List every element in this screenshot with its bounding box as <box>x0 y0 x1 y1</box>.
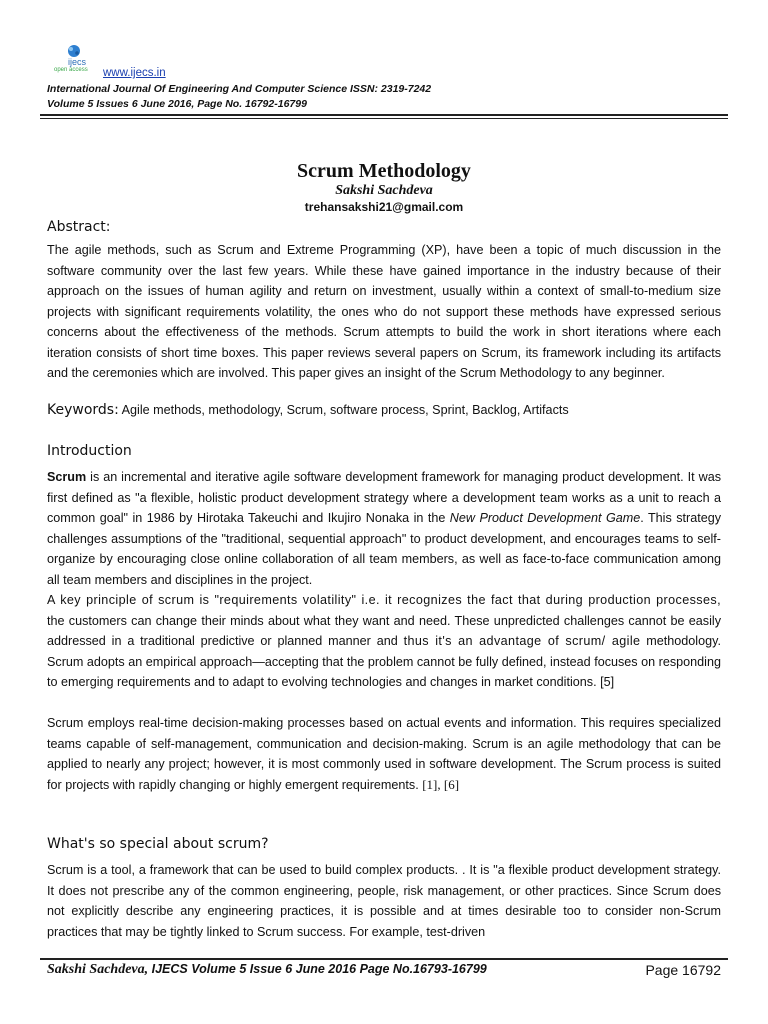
abstract-heading: Abstract: <box>47 219 111 235</box>
intro-p2-wide: thus it's an advantage of scrum/ agile <box>403 634 641 648</box>
keywords-text: Agile methods, methodology, Scrum, software process, Sprint, Backlog, Artifacts <box>118 403 569 417</box>
author-ref-nonaka: Ikujiro Nonaka <box>327 511 410 525</box>
intro-p2-text-a: the customers can change their minds about what they want and need. These unpredicted challenges cannot be easily addressed in a traditional predictive or planned manner and <box>47 613 721 648</box>
journal-volume: Volume 5 Issues 6 June 2016, Page No. 16792-16799 <box>47 98 307 110</box>
page-number: Page 16792 <box>645 962 721 978</box>
introduction-heading: Introduction <box>47 443 132 459</box>
introduction-paragraph-2 <box>47 590 721 693</box>
intro-p1-and: and <box>297 511 328 525</box>
intro-p1-in: in the <box>409 511 450 525</box>
intro-p2-text-b: methodology. Scrum adopts an empirical approach—accepting that the problem cannot be fully defined, instead focuses on responding to emerging requirements and to adapt to evolving technologies and changes in market conditions. [5] <box>47 634 721 689</box>
scrum-term: Scrum <box>47 470 87 484</box>
logo-text: ijecs <box>68 57 87 67</box>
keywords-label: Keywords: <box>47 402 119 418</box>
journal-name: International Journal Of Engineering And Computer Science ISSN: 2319-7242 <box>47 83 432 95</box>
header-rule <box>40 114 728 116</box>
intro-p3-text: Scrum employs real-time decision-making processes based on actual events and information. This requires specialized teams capable of self-management, communication and decision-making. Scrum is an agile methodology that can be applied to nearly any project; however, it is most commonly used in software development. The Scrum process is suited for projects with rapidly changing or highly emergent requirements. <box>47 716 721 792</box>
introduction-paragraph-1 <box>47 467 721 590</box>
journal-info <box>47 82 431 112</box>
work-title: New Product Development Game <box>449 511 641 525</box>
paper-author: Sakshi Sachdeva <box>335 183 433 198</box>
journal-website-link[interactable]: www.ijecs.in <box>103 67 166 79</box>
intro-p1-text-a: is an incremental and iterative agile software development framework for managing product development. It was first defined as "a flexible, holistic product development strategy where a development team works as a unit to reach a common goal" in 1986 by <box>47 470 721 525</box>
introduction-paragraph-3 <box>47 713 721 795</box>
intro-p2-lead: A key principle of scrum is "requirements volatility" i.e. it recognizes the fact that during production processes, <box>47 593 721 607</box>
footer-citation <box>47 962 487 978</box>
special-heading: What's so special about scrum? <box>47 836 269 852</box>
footer-author: Sakshi Sachdeva, <box>47 962 149 977</box>
footer-rule <box>40 958 728 960</box>
intro-p1-text-b: . This strategy challenges assumptions of the "traditional, sequential approach" to product development, and encourages teams to self-organize by encouraging close online collaboration of all team members, as well as face-to-face communication among all team members and disciplines in the project. <box>47 511 722 587</box>
intro-p3-refs: [1], [6] <box>422 776 460 792</box>
author-email: trehansakshi21@gmail.com <box>304 200 464 214</box>
special-paragraph: Scrum is a tool, a framework that can be used to build complex products. . It is "a flexible product development strategy. It does not prescribe any of the common engineering, people, risk management, or other practices. Since Scrum does not explicitly describe any engineering practices, it is possible and at times desirable too to consider non-Scrum practices that may be tightly linked to Scrum success. For example, test-driven <box>47 863 721 939</box>
paper-title: Scrum Methodology <box>297 160 471 182</box>
author-ref-takeuchi: Hirotaka Takeuchi <box>196 511 298 525</box>
keywords <box>47 402 569 418</box>
abstract-text: The agile methods, such as Scrum and Extreme Programming (XP), have been a topic of much discussion in the software community over the last few years. While these have gained importance in the industry because of their approach on the issues of human agility and return on investment, usually within a context of small-to-medium size projects with significant requirements volatility, the ones who do not support these methods have expressed serious concerns about the effectiveness of the methods. Scrum attempts to build the work in short iterations where each iteration consists of short time boxes. This paper reviews several papers on Scrum, its framework including its artifacts and the ceremonies which are involved. This paper gives an insight of the Scrum Methodology to any beginner. <box>47 243 721 380</box>
logo-subtext: open access <box>54 67 88 73</box>
journal-logo <box>52 43 96 79</box>
header-rule-thin <box>40 118 728 119</box>
footer-citation-text: IJECS Volume 5 Issue 6 June 2016 Page No.16793-16799 <box>148 962 487 976</box>
